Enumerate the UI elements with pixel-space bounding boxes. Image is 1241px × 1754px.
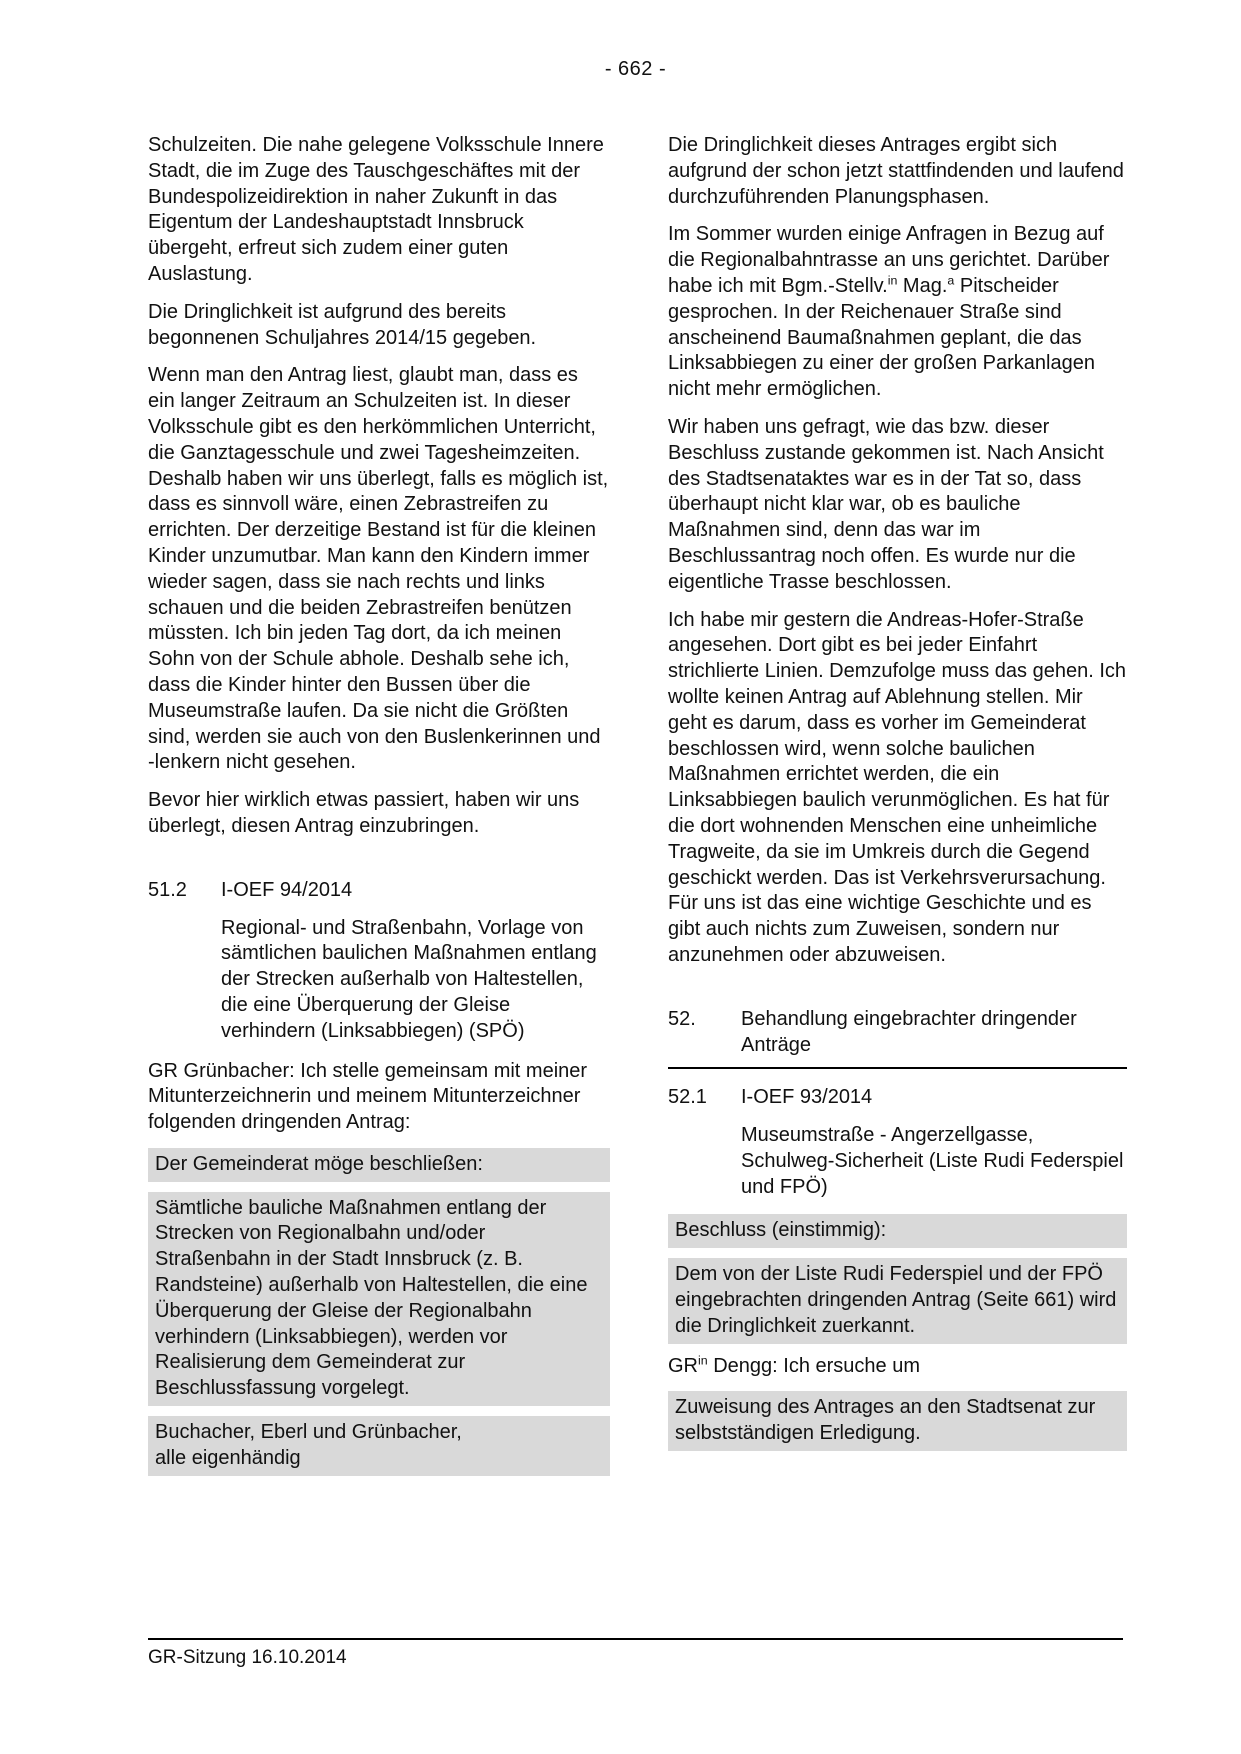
section-number-51-2: 51.2 (148, 878, 187, 901)
paragraph-schulzeiten: Schulzeiten. Die nahe gelegene Volksschule Innere Stadt, die im Zuge des Tauschgeschäftes mit der Bundespolizeidirektion in naher Zukunft in das Eigentum der Landeshauptstadt Innsbruck übergeht, erfreut sich zudem einer guten Auslastung. (148, 134, 604, 285)
paragraph-bevor-passiert: Bevor hier wirklich etwas passiert, haben wir uns überlegt, diesen Antrag einzubringen. (148, 789, 580, 837)
paragraph-andreas-hofer-strasse: Ich habe mir gestern die Andreas-Hofer-Straße angesehen. Dort gibt es bei jeder Einfahrt strichlierte Linien. Demzufolge muss das gehen. Ich wollte keinen Antrag auf Ablehnung stellen. Mir geht es darum, dass es vorher im Gemeinderat beschlossen wird, wenn solche baulichen Maßnahmen errichtet werden, die ein Linksabbiegen baulich verunmöglichen. Es hat für die dort wohnenden Menschen eine unheimliche Tragweite, da sie im Umkreis durch die Gegend geschickt werden. Das ist Verkehrsverursachung. Für uns ist das eine wichtige Geschichte und es gibt auch nichts zum Zuweisen, sondern nur anzunehmen oder abzuweisen. (668, 608, 1127, 966)
section-heading-52-1 (668, 1085, 1127, 1111)
highlight-bauliche-massnahmen: Sämtliche bauliche Maßnahmen entlang der Strecken von Regionalbahn und/oder Straßenbahn in der Stadt Innsbruck (z. B. Randsteine) außerhalb von Haltestellen, die eine Überquerung der Gleise der Regionalbahn verhindern (Linksabbiegen), werden vor Realisierung dem Gemeinderat zur Beschlussfassung vorgelegt. (148, 1192, 610, 1406)
paragraph-antrag-zebrastreifen: Wenn man den Antrag liest, glaubt man, dass es ein langer Zeitraum an Schulzeiten ist. In dieser Volksschule gibt es den herkömmlichen Unterricht, die Ganztagesschule und zwei Tagesheimzeiten. Deshalb haben wir uns überlegt, falls es möglich ist, dass es sinnvoll wäre, einen Zebrastreifen zu errichten. Der derzeitige Bestand ist für die kleinen Kinder unzumutbar. Man kann den Kindern immer wieder sagen, dass sie nach rechts und links schauen und die beiden Zebrastreifen benützen müssten. Ich bin jeden Tag dort, da ich meinen Sohn von der Schule abhole. Deshalb sehe ich, dass die Kinder hinter den Bussen über die Museumstraße laufen. Da sie nicht die Größten sind, werden sie auch von den Buslenkerinnen und -lenkern nicht gesehen. (148, 364, 609, 774)
paragraph-gr-dengg (668, 1354, 1127, 1380)
text-run: Dengg: Ich ersuche um (707, 1354, 920, 1377)
highlight-zuweisung-stadtsenat: Zuweisung des Antrages an den Stadtsenat zur selbstständigen Erledigung. (668, 1391, 1127, 1451)
text-run: Im Sommer wurden einige Anfragen in Bezug auf die Regionalbahntrasse an uns gerichtet. Darüber habe ich mit Bgm.-Stellv. (668, 223, 1110, 297)
highlight-beschluss-einstimmig: Beschluss (einstimmig): (668, 1214, 1127, 1248)
text-run: Mag. (897, 274, 948, 297)
signatories-line1: Buchacher, Eberl und Grünbacher, (155, 1421, 462, 1444)
section-heading-52 (668, 1007, 1127, 1070)
section-title-52: Behandlung eingebrachter dringender Anträge (741, 1007, 1077, 1056)
section-number-52: 52. (668, 1007, 696, 1030)
text-run: Pitscheider gesprochen. In der Reichenauer Straße sind anscheinend Baumaßnahmen geplant, die das Linksabbiegen zu einer der großen Parkanlagen nicht mehr ermöglichen. (668, 274, 1095, 401)
paragraph-dringlichkeit-schuljahr: Die Dringlichkeit ist aufgrund des bereits begonnenen Schuljahres 2014/15 gegeben. (148, 300, 537, 349)
text-run: GR (668, 1354, 698, 1377)
left-column (148, 133, 610, 1486)
page-footer (148, 1638, 1123, 1669)
paragraph-dringlichkeit-planungsphasen: Die Dringlichkeit dieses Antrages ergibt sich aufgrund der schon jetzt stattfindenden und laufend durchzuführenden Planungsphasen. (668, 134, 1124, 208)
section-title-51-2: Regional- und Straßenbahn, Vorlage von sämtlichen baulichen Maßnahmen entlang der Strecken außerhalb von Haltestellen, die eine Überquerung der Gleise verhindern (Linksabbiegen) (SPÖ) (221, 916, 597, 1042)
signatories-line2: alle eigenhändig (155, 1446, 301, 1469)
highlight-dringlichkeit-zuerkannt: Dem von der Liste Rudi Federspiel und der FPÖ eingebrachten dringenden Antrag (Seite 661) wird die Dringlichkeit zuerkannt. (668, 1258, 1127, 1343)
highlight-signatories (148, 1416, 610, 1476)
section-title-52-1: Museumstraße - Angerzellgasse, Schulweg-Sicherheit (Liste Rudi Federspiel und FPÖ) (741, 1124, 1124, 1198)
superscript-in: in (698, 1353, 708, 1368)
footer-session-label: GR-Sitzung 16.10.2014 (148, 1647, 347, 1668)
section-number-52-1: 52.1 (668, 1086, 707, 1109)
section-code-51-2: I-OEF 94/2014 (221, 878, 353, 901)
right-column (668, 133, 1127, 1461)
section-code-52-1: I-OEF 93/2014 (741, 1086, 873, 1109)
page-number: - 662 - (604, 58, 667, 80)
paragraph-wir-haben-uns-gefragt: Wir haben uns gefragt, wie das bzw. dieser Beschluss zustande gekommen ist. Nach Ansicht des Stadtsenataktes war es in der Tat so, dass überhaupt nicht klar war, ob es bauliche Maßnahmen sind, denn das war im Beschlussantrag noch offen. Es wurde nur die eigentliche Trasse beschlossen. (668, 415, 1104, 593)
two-column-layout (148, 133, 1127, 1486)
superscript-a: a (947, 273, 955, 288)
section-heading-51-2 (148, 878, 610, 904)
paragraph-im-sommer (668, 222, 1127, 403)
highlight-gemeinderat-beschliessen: Der Gemeinderat möge beschließen: (148, 1148, 610, 1182)
paragraph-gr-gruenbacher: GR Grünbacher: Ich stelle gemeinsam mit meiner Mitunterzeichnerin und meinem Mitunterzeichner folgenden dringenden Antrag: (148, 1059, 588, 1134)
superscript-in: in (887, 273, 898, 288)
